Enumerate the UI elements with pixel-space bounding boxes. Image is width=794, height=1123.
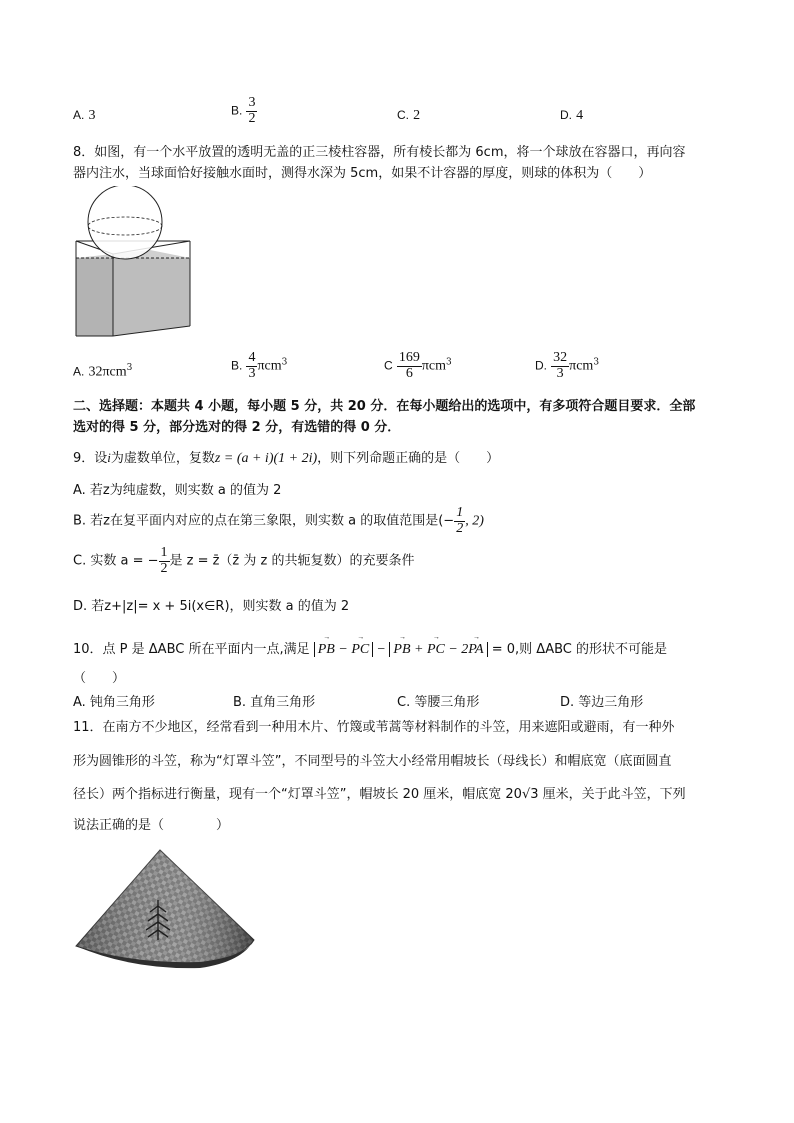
q10-option-b: B. 直角三角形: [233, 695, 316, 710]
q8-option-a: A. 32πcm$^3$: [73, 363, 133, 380]
section2-header-line1: 二、选择题：本题共 4 小题，每小题 5 分，共 20 分．在每小题给出的选项中，有多项符合题目要求．全部: [73, 399, 696, 414]
q10-option-d: D. 等边三角形: [560, 695, 644, 710]
q7-option-a: A. 3: [73, 108, 96, 123]
q10-abs-left: → PB − → PC: [314, 642, 373, 657]
conical-hat-image: [72, 846, 258, 976]
q8-option-d: D. $\frac{32}{3}$ πcm$^3$: [535, 350, 600, 381]
sphere: [88, 186, 162, 259]
q11-stem-line1: 11．在南方不少地区，经常看到一种用木片、竹篾或苇蒿等材料制作的斗笠，用来遮阳或避雨，有一种外: [73, 720, 675, 735]
q9-option-c: C. 实数 a = − $\frac{1}{2}$ 是 z = z̄（z̄ 为 z 的共轭复数）的充要条件: [73, 545, 415, 576]
q10-abs-right: → PB + → PC − 2 → PA: [389, 642, 487, 657]
q7-option-c: C. 2: [397, 108, 421, 123]
q7-b-fraction: $\frac{3}{2}$: [248, 95, 256, 126]
q7-option-d: D. 4: [560, 108, 584, 123]
q10-option-c: C. 等腰三角形: [397, 695, 480, 710]
water-front-face: [76, 258, 113, 336]
q8-option-b: B. $\frac{4}{3}$ πcm$^3$: [231, 350, 288, 381]
q9-option-d: D. 若z+|z|= x + 5i(x∈R)，则实数 a 的值为 2: [73, 599, 350, 614]
q9-stem: 9．设i为虚数单位，复数z = (a + i)(1 + 2i)，则下列命题正确的是（ ）: [73, 450, 500, 466]
q9-option-b: B. 若z在复平面内对应的点在第三象限，则实数 a 的取值范围是(− $\frac{1}{2}$ , 2): [73, 505, 484, 536]
water-side-face: [113, 258, 190, 336]
q11-stem-line2: 形为圆锥形的斗笠，称为“灯罩斗笠”，不同型号的斗笠大小经常用帽坡长（母线长）和帽底宽（底面圆直: [73, 754, 672, 769]
q11-stem-line4: 说法正确的是（ ）: [73, 818, 230, 833]
q11-stem-line3: 径长）两个指标进行衡量，现有一个“灯罩斗笠”，帽坡长 20 厘米，帽底宽 20√3 厘米，关于此斗笠，下列: [73, 787, 686, 802]
q8-prism-sphere-figure: [70, 186, 222, 346]
q8-stem-line2: 器内注水，当球面恰好接触水面时，测得水深为 5cm，如果不计容器的厚度，则球的体积为（ ）: [73, 166, 652, 181]
q8-option-c: C $\frac{169}{6}$ πcm$^3$: [384, 350, 452, 381]
q9-option-a: A. 若z为纯虚数，则实数 a 的值为 2: [73, 483, 282, 498]
q10-option-a: A. 钝角三角形: [73, 695, 155, 710]
q7-option-b: B. $\frac{3}{2}$: [231, 95, 256, 126]
q10-stem: 10．点 P 是 ΔABC 所在平面内一点,满足 → PB − → PC − → PB + → PC − 2 → PA = 0,则 ΔABC 的形状不可能是: [73, 633, 667, 657]
q10-answer-paren: （ ）: [73, 671, 126, 686]
q8-stem-line1: 8．如图，有一个水平放置的透明无盖的正三棱柱容器，所有棱长都为 6cm，将一个球放在容器口，再向容: [73, 145, 686, 160]
section2-header-line2: 选对的得 5 分，部分选对的得 2 分，有选错的得 0 分．: [73, 420, 401, 435]
